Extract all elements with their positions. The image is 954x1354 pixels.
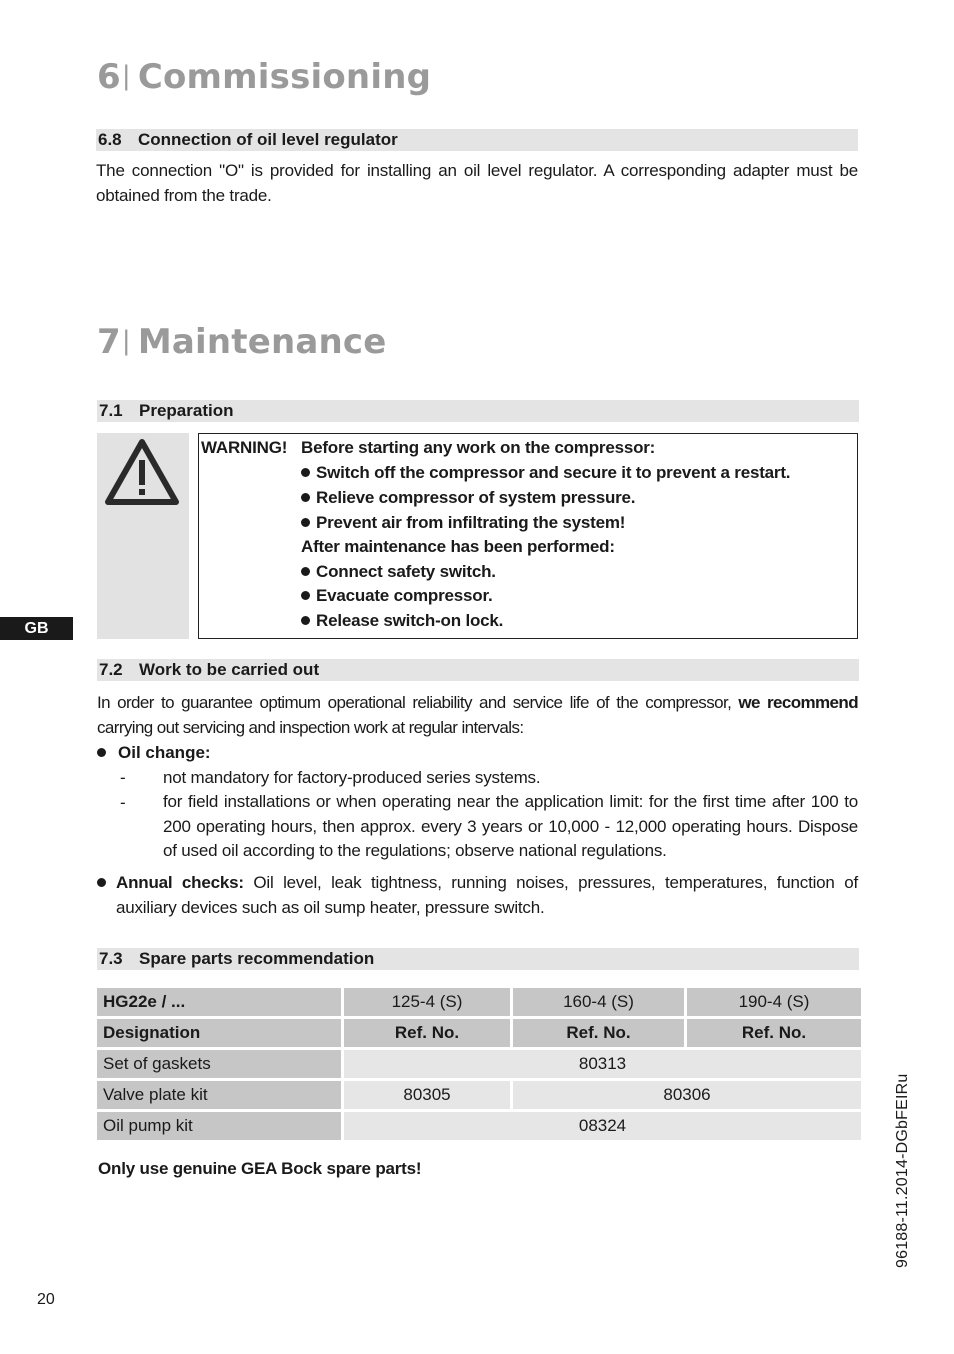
table-header-ref: Ref. No.: [687, 1019, 861, 1047]
section-7-2-intro: In order to guarantee optimum operational reliability and service life of the compressor, we recommend carrying out servicing and inspection work at regular intervals:: [97, 693, 858, 737]
table-header-model: HG22e / ...: [97, 988, 341, 1016]
warning-item: Connect safety switch.: [301, 560, 496, 584]
section-heading-7-3: 7.3 Spare parts recommendation: [97, 948, 859, 970]
bullet-icon: [301, 567, 310, 576]
annual-checks-item: Annual checks: Oil level, leak tightness, running noises, pressures, temperatures, function of auxiliary devices such as oil sump heater, pressure switch.: [116, 873, 858, 917]
table-cell-value: 08324: [344, 1112, 861, 1140]
warning-item: Prevent air from infiltrating the system!: [301, 511, 625, 535]
oil-change-heading: Oil change:: [97, 740, 211, 765]
bullet-icon: [301, 591, 310, 600]
table-cell-name: Oil pump kit: [97, 1112, 341, 1140]
section-6-8-text: The connection "O" is provided for installing an oil level regulator. A corresponding adapter must be obtained from the trade.: [96, 161, 858, 205]
table-header-ref: Ref. No.: [513, 1019, 684, 1047]
dash-marker: -: [120, 793, 126, 812]
chapter-heading-maintenance: 7| Maintenance: [97, 322, 387, 362]
spare-parts-table: [94, 985, 864, 1143]
table-cell-value: 80313: [344, 1050, 861, 1078]
warning-box: [97, 433, 858, 639]
bullet-icon-wrap: [97, 870, 112, 895]
warning-item: Evacuate compressor.: [301, 584, 492, 608]
table-header-model-1: 125-4 (S): [344, 988, 510, 1016]
table-header-model-2: 160-4 (S): [513, 988, 684, 1016]
table-row: [97, 988, 861, 1016]
table-row: [97, 1019, 861, 1047]
section-heading-7-1: 7.1 Preparation: [97, 400, 859, 422]
warning-icon-panel: [97, 433, 189, 639]
table-cell-name: Valve plate kit: [97, 1081, 341, 1109]
page-number: 20: [37, 1291, 55, 1308]
table-header-model-3: 190-4 (S): [687, 988, 861, 1016]
table-header-designation: Designation: [97, 1019, 341, 1047]
bullet-icon: [301, 518, 310, 527]
bullet-icon: [97, 748, 106, 757]
oil-change-item: for field installations or when operating near the application limit: for the first time after 100 to 200 operating hours, then approx. every 3 years or 10,000 - 12,000 operating hours. Dispose of used oil according to the regulations; observe national regulations.: [163, 792, 858, 860]
table-header-ref: Ref. No.: [344, 1019, 510, 1047]
bullet-icon: [301, 493, 310, 502]
language-tab-gb: GB: [0, 617, 73, 640]
table-row: [97, 1112, 861, 1140]
oil-change-item: not mandatory for factory-produced series systems.: [163, 768, 541, 787]
bullet-icon: [97, 878, 106, 887]
section-heading-7-2: 7.2 Work to be carried out: [97, 659, 859, 681]
chapter-heading-commissioning: 6| Commissioning: [97, 57, 432, 97]
bullet-icon: [301, 616, 310, 625]
warning-item: Switch off the compressor and secure it to prevent a restart.: [301, 461, 790, 485]
warning-triangle-icon: [97, 433, 189, 523]
table-cell-name: Set of gaskets: [97, 1050, 341, 1078]
warning-label: WARNING!: [201, 438, 288, 457]
genuine-parts-note: Only use genuine GEA Bock spare parts!: [98, 1159, 422, 1178]
dash-marker: -: [120, 768, 126, 787]
warning-item: Release switch-on lock.: [301, 609, 503, 633]
warning-after: After maintenance has been performed:: [301, 537, 615, 556]
table-cell-value: 80305: [344, 1081, 510, 1109]
bullet-icon: [301, 468, 310, 477]
table-row: [97, 1050, 861, 1078]
table-row: [97, 1081, 861, 1109]
warning-intro: Before starting any work on the compressor:: [301, 438, 656, 457]
warning-item: Relieve compressor of system pressure.: [301, 486, 635, 510]
table-cell-value: 80306: [513, 1081, 861, 1109]
document-code: 96188-11.2014-DGbFEIRu: [894, 1073, 911, 1268]
section-heading-6-8: 6.8 Connection of oil level regulator: [96, 129, 858, 151]
